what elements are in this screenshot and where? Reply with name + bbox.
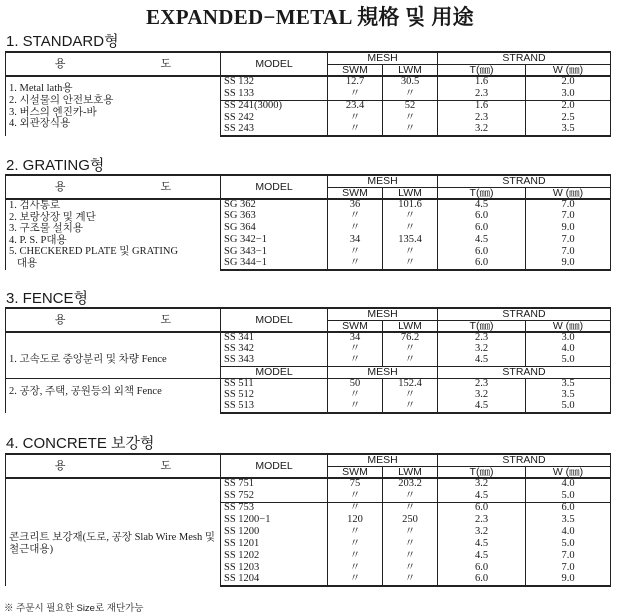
- use-line: 1. Metal lath용: [9, 83, 73, 95]
- lwm-cell: 〃: [383, 574, 438, 586]
- lwm-cell: 〃: [383, 246, 438, 258]
- model-cell: SS 751: [221, 478, 328, 490]
- swm-header: SWM: [328, 187, 383, 199]
- lwm-cell: 〃: [383, 401, 438, 413]
- w-cell: 5.0: [526, 538, 611, 550]
- model-header: MODEL: [221, 454, 328, 478]
- w-cell: 3.5: [526, 514, 611, 526]
- lwm-cell: 〃: [383, 211, 438, 223]
- lwm-cell: 〃: [383, 112, 438, 124]
- section-title-fence: 3. FENCE형: [6, 290, 89, 307]
- w-cell: 5.0: [526, 401, 611, 413]
- t-cell: 4.5: [438, 234, 526, 246]
- w-cell: 2.5: [526, 112, 611, 124]
- lwm-cell: 〃: [383, 88, 438, 100]
- swm-cell: 12.7: [328, 76, 383, 88]
- lwm-cell: 152.4: [383, 378, 438, 390]
- use-header-left: 용: [54, 180, 66, 193]
- t-cell: 4.5: [438, 199, 526, 211]
- model-cell: SS 343: [221, 355, 328, 367]
- use-header: [6, 175, 221, 199]
- use-line: 2. 시설물의 안전보호용: [9, 94, 114, 106]
- lwm-cell: 30.5: [383, 76, 438, 88]
- swm-cell: 〃: [328, 344, 383, 356]
- t-cell: 3.2: [438, 344, 526, 356]
- model-cell: SS 1200: [221, 526, 328, 538]
- use-line: 1. 고속도로 중앙분리 및 차량 Fence: [9, 354, 167, 366]
- table-row: [6, 378, 611, 390]
- t-cell: 3.2: [438, 390, 526, 402]
- table-concrete: [5, 453, 611, 587]
- use-header: [6, 308, 221, 332]
- w-cell: 5.0: [526, 355, 611, 367]
- use-line: 3. 구조물 설치용: [9, 223, 83, 235]
- strand-header: STRAND: [438, 175, 611, 187]
- use-header: [6, 454, 221, 478]
- mesh-header: MESH: [328, 175, 438, 187]
- swm-cell: 〃: [328, 502, 383, 514]
- swm-cell: 〃: [328, 258, 383, 270]
- swm-header: SWM: [328, 64, 383, 76]
- sub-header-mesh: MESH: [328, 367, 438, 379]
- table-grating: [5, 174, 611, 271]
- model-cell: SS 752: [221, 490, 328, 502]
- model-cell: SS 342: [221, 344, 328, 356]
- t-cell: 6.0: [438, 574, 526, 586]
- t-cell: 3.2: [438, 526, 526, 538]
- lwm-cell: 101.6: [383, 199, 438, 211]
- w-cell: 3.0: [526, 332, 611, 344]
- w-cell: 9.0: [526, 258, 611, 270]
- model-cell: SS 1202: [221, 550, 328, 562]
- t-cell: 6.0: [438, 258, 526, 270]
- strand-header: STRAND: [438, 454, 611, 466]
- t-cell: 2.3: [438, 332, 526, 344]
- use-cell: [6, 76, 221, 136]
- lwm-cell: 〃: [383, 355, 438, 367]
- model-cell: SS 512: [221, 390, 328, 402]
- lwm-header: LWM: [383, 64, 438, 76]
- t-cell: 2.3: [438, 112, 526, 124]
- table-standard: [5, 51, 611, 137]
- lwm-cell: 〃: [383, 502, 438, 514]
- model-cell: SG 362: [221, 199, 328, 211]
- use-header-left: 용: [54, 459, 66, 472]
- w-header: W (㎜): [526, 320, 611, 332]
- w-cell: 7.0: [526, 562, 611, 574]
- swm-cell: 75: [328, 478, 383, 490]
- w-cell: 7.0: [526, 234, 611, 246]
- use-line: 2. 공장, 주택, 공원등의 외책 Fence: [9, 385, 162, 397]
- model-cell: SS 241(3000): [221, 100, 328, 112]
- table-fence: [5, 307, 611, 414]
- w-cell: 2.0: [526, 76, 611, 88]
- lwm-cell: 〃: [383, 562, 438, 574]
- t-cell: 1.6: [438, 100, 526, 112]
- footnote: ※ 주문시 필요한 Size로 재단가능: [4, 603, 144, 614]
- sub-header-model: MODEL: [221, 367, 328, 379]
- model-cell: SS 1201: [221, 538, 328, 550]
- t-cell: 2.3: [438, 378, 526, 390]
- w-cell: 2.0: [526, 100, 611, 112]
- model-cell: SG 364: [221, 223, 328, 235]
- model-header: MODEL: [221, 52, 328, 76]
- lwm-cell: 76.2: [383, 332, 438, 344]
- w-cell: 4.0: [526, 478, 611, 490]
- w-cell: 7.0: [526, 211, 611, 223]
- use-cell: [6, 332, 221, 378]
- table-row: [6, 199, 611, 211]
- use-line: 대용: [9, 257, 38, 269]
- mesh-header: MESH: [328, 308, 438, 320]
- swm-cell: 〃: [328, 246, 383, 258]
- use-header-right: 도: [160, 459, 172, 472]
- model-cell: SG 343−1: [221, 246, 328, 258]
- model-cell: SS 753: [221, 502, 328, 514]
- section-title-grating: 2. GRATING형: [6, 157, 105, 174]
- swm-header: SWM: [328, 320, 383, 332]
- model-cell: SG 342−1: [221, 234, 328, 246]
- use-line: 철근대용): [9, 543, 54, 555]
- t-cell: 3.2: [438, 124, 526, 136]
- t-cell: 4.5: [438, 550, 526, 562]
- w-cell: 7.0: [526, 199, 611, 211]
- t-header: T(㎜): [438, 64, 526, 76]
- swm-cell: 〃: [328, 538, 383, 550]
- lwm-cell: 〃: [383, 223, 438, 235]
- use-header-right: 도: [160, 57, 172, 70]
- lwm-cell: 〃: [383, 538, 438, 550]
- lwm-header: LWM: [383, 466, 438, 478]
- swm-cell: 〃: [328, 211, 383, 223]
- use-line: 2. 보랑상장 및 계단: [9, 211, 96, 223]
- swm-cell: 〃: [328, 562, 383, 574]
- w-cell: 9.0: [526, 574, 611, 586]
- lwm-header: LWM: [383, 187, 438, 199]
- t-cell: 6.0: [438, 246, 526, 258]
- model-cell: SG 363: [221, 211, 328, 223]
- swm-cell: 〃: [328, 223, 383, 235]
- t-cell: 6.0: [438, 223, 526, 235]
- table-row: [6, 76, 611, 88]
- w-header: W (㎜): [526, 187, 611, 199]
- use-header-left: 용: [54, 57, 66, 70]
- w-cell: 7.0: [526, 246, 611, 258]
- lwm-cell: 〃: [383, 124, 438, 136]
- w-cell: 6.0: [526, 502, 611, 514]
- use-header: [6, 52, 221, 76]
- model-header: MODEL: [221, 308, 328, 332]
- swm-cell: 50: [328, 378, 383, 390]
- swm-cell: 23.4: [328, 100, 383, 112]
- model-cell: SS 132: [221, 76, 328, 88]
- use-header-right: 도: [160, 180, 172, 193]
- swm-cell: 120: [328, 514, 383, 526]
- use-header-right: 도: [160, 313, 172, 326]
- model-cell: SS 243: [221, 124, 328, 136]
- mesh-header: MESH: [328, 52, 438, 64]
- model-cell: SG 344−1: [221, 258, 328, 270]
- swm-cell: 〃: [328, 390, 383, 402]
- swm-cell: 34: [328, 234, 383, 246]
- mesh-header: MESH: [328, 454, 438, 466]
- t-header: T(㎜): [438, 466, 526, 478]
- swm-cell: 〃: [328, 401, 383, 413]
- w-header: W (㎜): [526, 64, 611, 76]
- lwm-cell: 250: [383, 514, 438, 526]
- sub-header-strand: STRAND: [438, 367, 611, 379]
- swm-cell: 〃: [328, 124, 383, 136]
- w-header: W (㎜): [526, 466, 611, 478]
- model-cell: SS 242: [221, 112, 328, 124]
- t-cell: 6.0: [438, 502, 526, 514]
- lwm-cell: 52: [383, 100, 438, 112]
- model-cell: SS 1204: [221, 574, 328, 586]
- t-cell: 1.6: [438, 76, 526, 88]
- w-cell: 3.0: [526, 88, 611, 100]
- use-cell: [6, 478, 221, 586]
- t-cell: 4.5: [438, 490, 526, 502]
- lwm-cell: 〃: [383, 490, 438, 502]
- use-line: 4. P. S. P대용: [9, 234, 67, 246]
- model-cell: SS 341: [221, 332, 328, 344]
- lwm-cell: 〃: [383, 550, 438, 562]
- swm-cell: 〃: [328, 112, 383, 124]
- swm-cell: 〃: [328, 355, 383, 367]
- use-line: 5. CHECKERED PLATE 및 GRATING: [9, 246, 179, 258]
- model-cell: SS 1203: [221, 562, 328, 574]
- w-cell: 5.0: [526, 490, 611, 502]
- w-cell: 3.5: [526, 378, 611, 390]
- table-row: [6, 478, 611, 490]
- w-cell: 4.0: [526, 344, 611, 356]
- swm-cell: 〃: [328, 88, 383, 100]
- lwm-cell: 135.4: [383, 234, 438, 246]
- t-header: T(㎜): [438, 187, 526, 199]
- use-cell: [6, 378, 221, 413]
- page-title: EXPANDED−METAL 規格 및 用途: [145, 5, 474, 29]
- use-cell: [6, 199, 221, 270]
- t-cell: 2.3: [438, 88, 526, 100]
- model-header: MODEL: [221, 175, 328, 199]
- t-cell: 3.2: [438, 478, 526, 490]
- swm-cell: 〃: [328, 574, 383, 586]
- lwm-header: LWM: [383, 320, 438, 332]
- t-cell: 2.3: [438, 514, 526, 526]
- use-line: 콘크리트 보강재(도로, 공장 Slab Wire Mesh 및: [9, 531, 215, 543]
- w-cell: 7.0: [526, 550, 611, 562]
- lwm-cell: 203.2: [383, 478, 438, 490]
- strand-header: STRAND: [438, 52, 611, 64]
- lwm-cell: 〃: [383, 526, 438, 538]
- use-header-left: 용: [54, 313, 66, 326]
- t-cell: 4.5: [438, 401, 526, 413]
- t-cell: 6.0: [438, 562, 526, 574]
- model-cell: SS 513: [221, 401, 328, 413]
- use-line: 1. 검사통로: [9, 200, 61, 211]
- use-line: 4. 외관장식용: [9, 118, 71, 130]
- swm-header: SWM: [328, 466, 383, 478]
- t-cell: 4.5: [438, 538, 526, 550]
- section-title-standard: 1. STANDARD형: [6, 33, 119, 50]
- t-header: T(㎜): [438, 320, 526, 332]
- swm-cell: 34: [328, 332, 383, 344]
- t-cell: 6.0: [438, 211, 526, 223]
- strand-header: STRAND: [438, 308, 611, 320]
- swm-cell: 〃: [328, 550, 383, 562]
- table-row: [6, 332, 611, 344]
- lwm-cell: 〃: [383, 390, 438, 402]
- model-cell: SS 511: [221, 378, 328, 390]
- section-title-concrete: 4. CONCRETE 보강형: [6, 435, 155, 452]
- w-cell: 3.5: [526, 390, 611, 402]
- model-cell: SS 1200−1: [221, 514, 328, 526]
- lwm-cell: 〃: [383, 258, 438, 270]
- swm-cell: 〃: [328, 526, 383, 538]
- t-cell: 4.5: [438, 355, 526, 367]
- use-line: 3. 버스의 엔진카-바: [9, 106, 97, 118]
- swm-cell: 〃: [328, 490, 383, 502]
- lwm-cell: 〃: [383, 344, 438, 356]
- w-cell: 4.0: [526, 526, 611, 538]
- model-cell: SS 133: [221, 88, 328, 100]
- w-cell: 9.0: [526, 223, 611, 235]
- swm-cell: 36: [328, 199, 383, 211]
- w-cell: 3.5: [526, 124, 611, 136]
